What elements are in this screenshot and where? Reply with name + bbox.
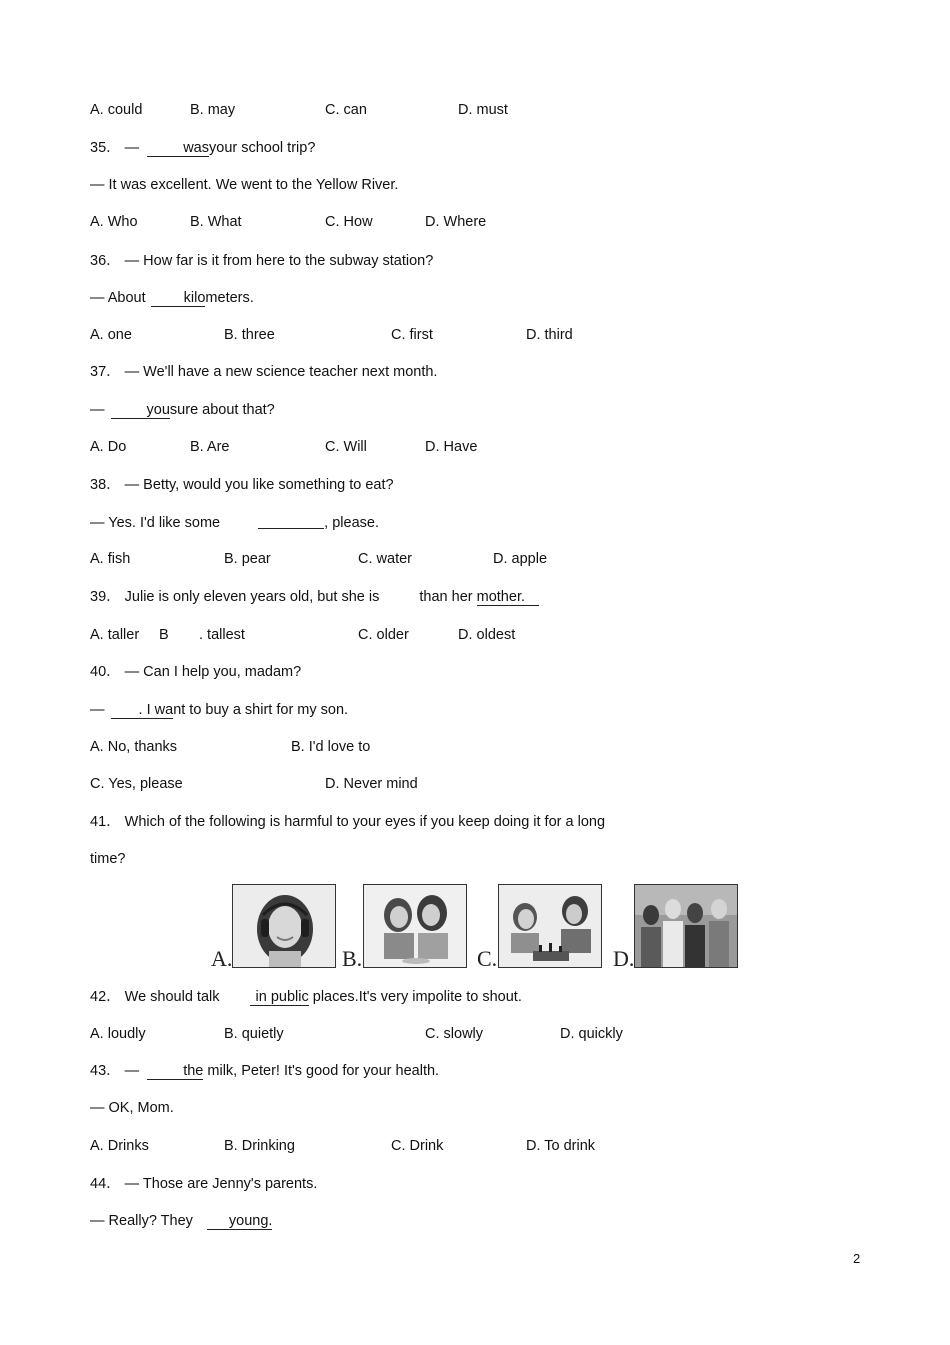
- q40-answer-start: —: [90, 702, 105, 718]
- q38-option-c: C. water: [358, 551, 412, 567]
- q42-question-rest: places.It's very impolite to shout.: [312, 989, 522, 1005]
- q37-question: 37． — We'll have a new science teacher next month.: [90, 364, 438, 380]
- q38-option-d: D. apple: [493, 551, 548, 567]
- q35-blank: was: [147, 140, 209, 157]
- q39-option-b-letter: B: [159, 627, 169, 643]
- q36-answer: [90, 289, 254, 307]
- q43-question-rest: milk, Peter! It's good for your health.: [207, 1063, 440, 1079]
- q42-blank: in public: [250, 989, 309, 1006]
- q42-option-a: A. loudly: [90, 1026, 146, 1042]
- q36-option-a: A. one: [90, 327, 132, 343]
- q35-question: [90, 139, 315, 157]
- q34-option-d: D. must: [458, 102, 508, 118]
- q37-blank: you: [111, 402, 170, 419]
- photo-c-boys-chess: [498, 884, 602, 968]
- q34-option-a: A. could: [90, 102, 143, 118]
- q40-option-d: D. Never mind: [325, 776, 418, 792]
- q39-question-start: 39． Julie is only eleven years old, but she is: [90, 589, 380, 605]
- q42-option-c: C. slowly: [425, 1026, 484, 1042]
- photo-d-image: [635, 885, 737, 967]
- photo-b-label: B.: [342, 946, 363, 971]
- q38-answer: [90, 513, 379, 532]
- q43-question: [90, 1062, 439, 1080]
- q37-option-d: D. Have: [425, 439, 478, 455]
- q43-number: 43． —: [90, 1063, 140, 1079]
- q38-answer-rest: , please.: [324, 515, 379, 531]
- photo-d-label: D.: [613, 946, 635, 971]
- q44-blank: young.: [207, 1213, 273, 1230]
- q39-blank: mother.: [477, 589, 539, 606]
- q40-answer-rest: nt to buy a shirt for my son.: [173, 702, 349, 718]
- q38-option-b: B. pear: [224, 551, 271, 567]
- q37-answer: [90, 401, 275, 419]
- q36-option-c: C. first: [391, 327, 433, 343]
- q36-question: 36． — How far is it from here to the subway station?: [90, 253, 434, 269]
- q41-question-line2: time?: [90, 851, 126, 867]
- q39-option-d: D. oldest: [458, 627, 516, 643]
- q40-question: 40． — Can I help you, madam?: [90, 664, 302, 680]
- q43-option-a: A. Drinks: [90, 1138, 149, 1154]
- q40-option-c: C. Yes, please: [90, 776, 183, 792]
- q35-option-b: B. What: [190, 214, 242, 230]
- q43-option-b: B. Drinking: [224, 1138, 295, 1154]
- q35-question-rest: your school trip?: [209, 140, 316, 156]
- photo-a-girl-headphones: [232, 884, 336, 968]
- photo-c-image: [499, 885, 601, 967]
- q38-option-a: A. fish: [90, 551, 131, 567]
- photo-c-label: C.: [477, 946, 498, 971]
- q43-blank: the: [147, 1063, 203, 1080]
- page-number: 2: [853, 1251, 861, 1266]
- q44-answer-start: — Really? They: [90, 1213, 193, 1229]
- q40-option-b: B. I'd love to: [291, 739, 371, 755]
- q37-option-a: A. Do: [90, 439, 127, 455]
- q42-option-b: B. quietly: [224, 1026, 284, 1042]
- q40-option-a: A. No, thanks: [90, 739, 178, 755]
- q43-option-c: C. Drink: [391, 1138, 444, 1154]
- q36-answer-rest: meters.: [205, 290, 254, 306]
- q36-option-d: D. third: [526, 327, 573, 343]
- q37-answer-start: —: [90, 402, 105, 418]
- q40-blank: . I wa: [111, 702, 174, 719]
- photo-d-kids-group: [634, 884, 738, 968]
- q39-option-c: C. older: [358, 627, 409, 643]
- q38-question: 38． — Betty, would you like something to eat?: [90, 477, 394, 493]
- q38-blank: [258, 513, 324, 529]
- q42-option-d: D. quickly: [560, 1026, 623, 1042]
- q43-answer: — OK, Mom.: [90, 1100, 174, 1116]
- q35-number: 35． —: [90, 140, 140, 156]
- q44-question: 44． — Those are Jenny's parents.: [90, 1176, 318, 1192]
- q39-option-b: . tallest: [199, 627, 245, 643]
- q35-answer: — It was excellent. We went to the Yellow River.: [90, 177, 399, 193]
- q41-question-line1: 41． Which of the following is harmful to your eyes if you keep doing it for a long: [90, 814, 606, 830]
- q39-question: [90, 588, 539, 606]
- photo-a-label: A.: [211, 946, 233, 971]
- q40-answer: [90, 701, 348, 719]
- q42-question-start: 42． We should talk: [90, 989, 220, 1005]
- q34-option-b: B. may: [190, 102, 236, 118]
- q36-option-b: B. three: [224, 327, 275, 343]
- photo-b-girls-drinking: [363, 884, 467, 968]
- q39-question-mid: than her: [419, 589, 473, 605]
- q38-answer-start: — Yes. I'd like some: [90, 515, 221, 531]
- photo-a-image: [233, 885, 335, 967]
- q37-answer-rest: sure about that?: [169, 402, 275, 418]
- q35-option-a: A. Who: [90, 214, 138, 230]
- q35-option-c: C. How: [325, 214, 373, 230]
- q35-option-d: D. Where: [425, 214, 487, 230]
- q36-answer-start: — About: [90, 290, 146, 306]
- q36-blank: kilo: [151, 290, 206, 307]
- q39-option-a: A. taller: [90, 627, 140, 643]
- q34-option-c: C. can: [325, 102, 367, 118]
- q44-answer: [90, 1212, 272, 1230]
- q42-question: [90, 988, 522, 1006]
- q43-option-d: D. To drink: [526, 1138, 596, 1154]
- q37-option-b: B. Are: [190, 439, 230, 455]
- photo-b-image: [364, 885, 466, 967]
- q37-option-c: C. Will: [325, 439, 367, 455]
